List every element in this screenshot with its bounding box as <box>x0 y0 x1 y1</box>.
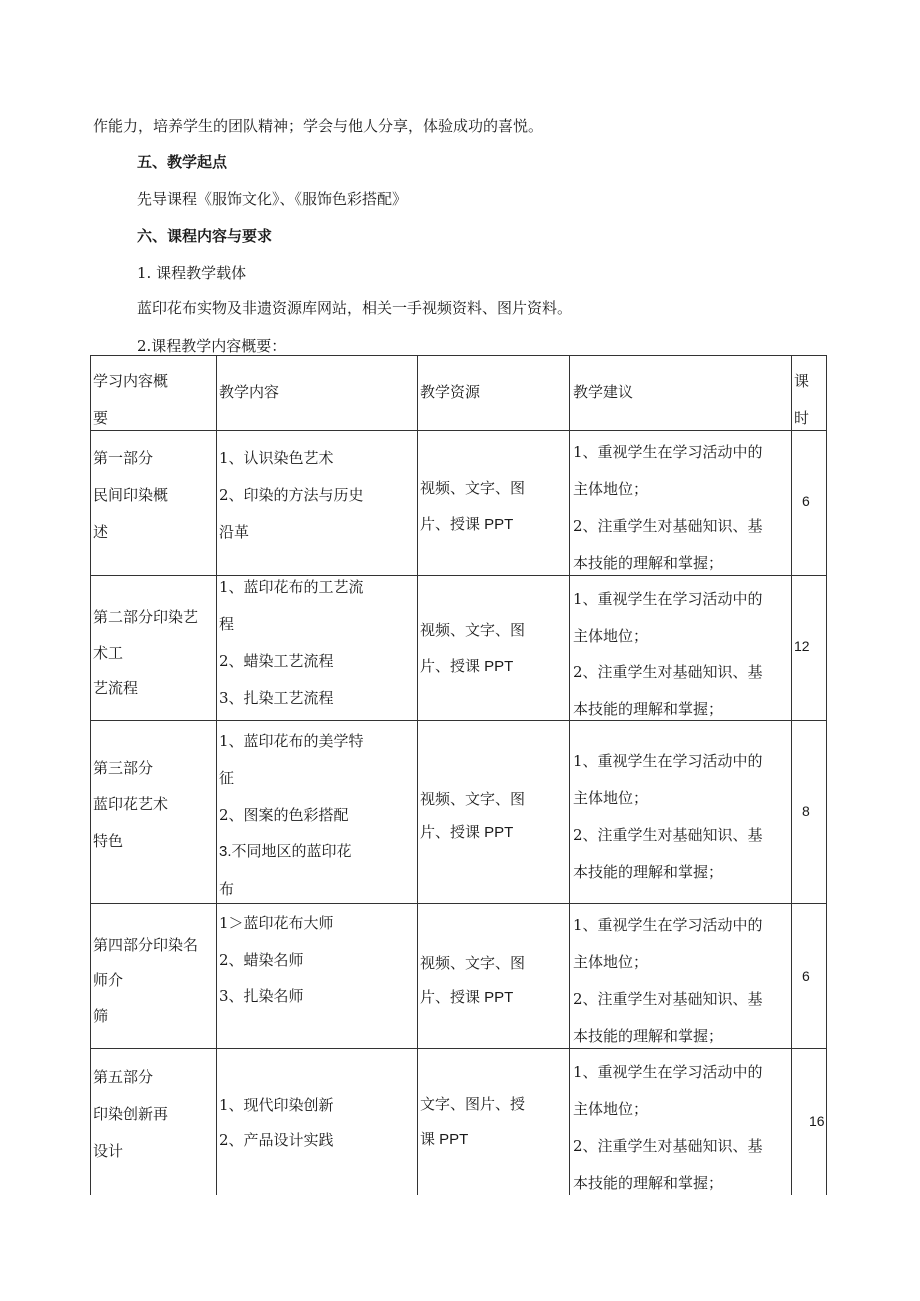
advice-text: 主体地位； <box>573 627 649 645</box>
header-teaching-advice: 教学建议 <box>573 383 634 401</box>
class-hours-value: 12 <box>794 638 810 654</box>
resources-text: 视频、文字、图 <box>420 479 526 497</box>
part-title: 述 <box>93 523 109 541</box>
content-item: 2、图案的色彩搭配 <box>219 806 349 824</box>
advice-text: 2、注重学生对基础知识、基 <box>573 663 763 681</box>
advice-text: 本技能的理解和掌握； <box>573 1174 724 1192</box>
part-title: 第四部分印染名 <box>93 936 199 954</box>
part-title: 设计 <box>93 1142 124 1160</box>
advice-text: 2、注重学生对基础知识、基 <box>573 826 763 844</box>
advice-text: 本技能的理解和掌握； <box>573 554 724 572</box>
advice-text: 主体地位； <box>573 480 649 498</box>
resources-text: 视频、文字、图 <box>420 790 526 808</box>
resources-text: 课 PPT <box>420 1131 469 1148</box>
table-border <box>90 903 827 904</box>
advice-text: 2、注重学生对基础知识、基 <box>573 1137 763 1155</box>
content-item: 2、印染的方法与历史 <box>219 486 364 504</box>
content-item: 1、认识染色艺术 <box>219 449 334 467</box>
paragraph-continuation: 作能力，培养学生的团队精神；学会与他人分享，体验成功的喜悦。 <box>93 117 544 135</box>
part-title: 第三部分 <box>93 759 154 777</box>
table-border <box>791 355 792 1195</box>
section-heading-5: 五、教学起点 <box>137 153 228 171</box>
table-border <box>569 355 570 1195</box>
resources-text: 片、授课 PPT <box>420 824 514 841</box>
class-hours-value: 6 <box>802 968 810 984</box>
advice-text: 主体地位； <box>573 1100 649 1118</box>
content-item: 3.不同地区的蓝印花 <box>219 843 352 860</box>
part-title: 艺流程 <box>93 679 139 697</box>
part-title: 特色 <box>93 832 124 850</box>
advice-text: 2、注重学生对基础知识、基 <box>573 517 763 535</box>
subheading-content-summary: 2.课程教学内容概要： <box>137 337 287 355</box>
advice-text: 1、重视学生在学习活动中的 <box>573 1063 763 1081</box>
advice-text: 1、重视学生在学习活动中的 <box>573 443 763 461</box>
content-item: 1、现代印染创新 <box>219 1096 334 1114</box>
table-border <box>90 355 91 1195</box>
part-title: 第五部分 <box>93 1068 154 1086</box>
teaching-carrier-text: 蓝印花布实物及非遗资源库网站，相关一手视频资料、图片资料。 <box>137 299 573 317</box>
part-title: 蓝印花艺术 <box>93 795 169 813</box>
content-item: 1＞蓝印花布大师 <box>219 914 334 932</box>
table-border <box>90 575 827 576</box>
resources-text: 片、授课 PPT <box>420 516 514 533</box>
part-title: 第二部分印染艺 <box>93 608 199 626</box>
content-item: 征 <box>219 769 235 787</box>
advice-text: 1、重视学生在学习活动中的 <box>573 752 763 770</box>
part-title: 筛 <box>93 1007 109 1025</box>
content-item: 程 <box>219 615 235 633</box>
content-item: 3、扎染工艺流程 <box>219 689 334 707</box>
table-border <box>826 355 827 1195</box>
advice-text: 本技能的理解和掌握； <box>573 1027 724 1045</box>
advice-text: 本技能的理解和掌握； <box>573 863 724 881</box>
table-border <box>90 355 827 356</box>
part-title: 术工 <box>93 644 124 662</box>
part-title: 印染创新再 <box>93 1105 169 1123</box>
header-content-summary: 学习内容概 <box>93 372 169 390</box>
class-hours-value: 8 <box>802 803 810 819</box>
part-title: 师介 <box>93 971 124 989</box>
header-class-hours: 课 <box>794 372 810 390</box>
table-border <box>90 720 827 721</box>
advice-text: 本技能的理解和掌握； <box>573 700 724 718</box>
advice-text: 1、重视学生在学习活动中的 <box>573 916 763 934</box>
advice-text: 主体地位； <box>573 953 649 971</box>
advice-text: 1、重视学生在学习活动中的 <box>573 590 763 608</box>
content-item: 2、产品设计实践 <box>219 1131 334 1149</box>
header-teaching-resources: 教学资源 <box>420 383 481 401</box>
part-title: 第一部分 <box>93 449 154 467</box>
content-item: 1、蓝印花布的工艺流 <box>219 578 364 596</box>
table-border <box>417 355 418 1195</box>
prerequisite-courses: 先导课程《服饰文化》、《服饰色彩搭配》 <box>137 190 408 208</box>
resources-text: 文字、图片、授 <box>420 1095 526 1113</box>
section-heading-6: 六、课程内容与要求 <box>137 227 273 245</box>
subheading-teaching-carrier: 1. 课程教学载体 <box>137 264 247 282</box>
content-item: 沿革 <box>219 523 250 541</box>
content-item: 1、蓝印花布的美学特 <box>219 732 364 750</box>
table-border <box>90 1048 827 1049</box>
class-hours-value: 16 <box>809 1113 825 1129</box>
resources-text: 视频、文字、图 <box>420 621 526 639</box>
resources-text: 视频、文字、图 <box>420 954 526 972</box>
resources-text: 片、授课 PPT <box>420 989 514 1006</box>
table-border <box>90 430 827 431</box>
content-item: 3、扎染名师 <box>219 987 304 1005</box>
header-teaching-content: 教学内容 <box>219 383 280 401</box>
advice-text: 2、注重学生对基础知识、基 <box>573 990 763 1008</box>
resources-text: 片、授课 PPT <box>420 658 514 675</box>
content-item: 2、蜡染名师 <box>219 951 304 969</box>
class-hours-value: 6 <box>802 493 810 509</box>
header-content-summary: 要 <box>93 409 109 427</box>
content-item: 2、蜡染工艺流程 <box>219 652 334 670</box>
part-title: 民间印染概 <box>93 486 169 504</box>
table-border <box>216 355 217 1195</box>
header-class-hours: 时 <box>794 409 810 427</box>
advice-text: 主体地位； <box>573 789 649 807</box>
content-item: 布 <box>219 880 235 898</box>
